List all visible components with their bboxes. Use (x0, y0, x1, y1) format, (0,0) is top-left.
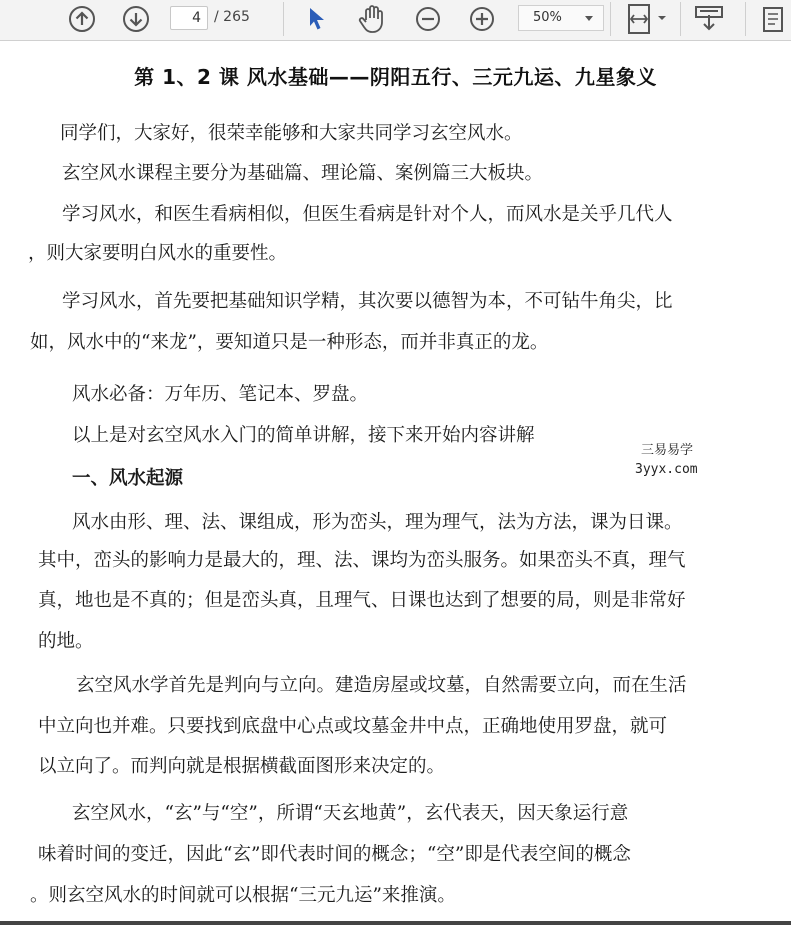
page-number-input[interactable]: 4 (170, 6, 208, 30)
toolbar-divider (283, 2, 284, 36)
zoom-in-icon[interactable] (467, 4, 497, 34)
text-line: 味着时间的变迁，因此“玄”即代表时间的概念；“空”即是代表空间的概念 (38, 844, 631, 865)
zoom-out-icon[interactable] (413, 4, 443, 34)
text-line: 学习风水，首先要把基础知识学精，其次要以德智为本，不可钻牛角尖，比 (62, 291, 673, 312)
window-bottom-edge (0, 921, 791, 925)
hand-pan-icon[interactable] (356, 3, 388, 35)
text-line: 学习风水，和医生看病相似，但医生看病是针对个人，而风水是关乎几代人 (62, 204, 673, 225)
arrow-up-circle-icon[interactable] (67, 4, 97, 34)
page-total: / 265 (214, 9, 250, 25)
text-line: 同学们，大家好，很荣幸能够和大家共同学习玄空风水。 (60, 123, 523, 144)
text-line: 中立向也并难。只要找到底盘中心点或坟墓金井中点，正确地使用罗盘，就可 (38, 716, 668, 737)
text-line: 以上是对玄空风水入门的简单讲解，接下来开始内容讲解 (72, 425, 535, 446)
text-line: 玄空风水，“玄”与“空”，所谓“天玄地黄”，玄代表天，因天象运行意 (72, 803, 629, 824)
toolbar-divider (745, 2, 746, 36)
toolbar-divider (610, 2, 611, 36)
pdf-toolbar (0, 0, 791, 41)
toolbar-divider (680, 2, 681, 36)
text-line: ，则大家要明白风水的重要性。 (28, 243, 288, 264)
text-line: 以立向了。而判向就是根据横截面图形来决定的。 (38, 756, 446, 777)
watermark-text: 三易易学 (641, 443, 694, 458)
page-title: 第 1、2 课 风水基础——阴阳五行、三元九运、九星象义 (134, 65, 657, 89)
text-line: 其中，峦头的影响力是最大的，理、法、课均为峦头服务。如果峦头不真，理气 (38, 550, 686, 571)
document-page (0, 41, 791, 925)
section-heading: 一、风水起源 (72, 468, 184, 489)
text-line: 的地。 (38, 631, 94, 652)
watermark (635, 441, 698, 479)
arrow-down-circle-icon[interactable] (121, 4, 151, 34)
text-line: 玄空风水课程主要分为基础篇、理论篇、案例篇三大板块。 (62, 163, 544, 184)
zoom-select[interactable] (518, 5, 604, 31)
text-line: 风水必备：万年历、笔记本、罗盘。 (72, 384, 369, 405)
pointer-cursor-icon[interactable] (303, 4, 331, 34)
download-icon[interactable] (692, 4, 726, 34)
text-line: 风水由形、理、法、课组成，形为峦头，理为理气，法为方法，课为日课。 (72, 512, 683, 533)
chevron-down-icon (585, 16, 593, 21)
watermark-url: 3yyx.com (635, 462, 698, 477)
text-line: 玄空风水学首先是判向与立向。建造房屋或坟墓，自然需要立向，而在生活 (76, 675, 687, 696)
zoom-value: 50% (533, 10, 562, 25)
text-line: 。则玄空风水的时间就可以根据“三元九运”来推演。 (30, 885, 456, 906)
text-line: 如，风水中的“来龙”，要知道只是一种形态，而并非真正的龙。 (30, 332, 549, 353)
text-line: 真，地也是不真的；但是峦头真，且理气、日课也达到了想要的局，则是非常好 (38, 590, 686, 611)
document-icon[interactable] (758, 4, 788, 34)
fit-page-icon[interactable] (625, 2, 669, 36)
